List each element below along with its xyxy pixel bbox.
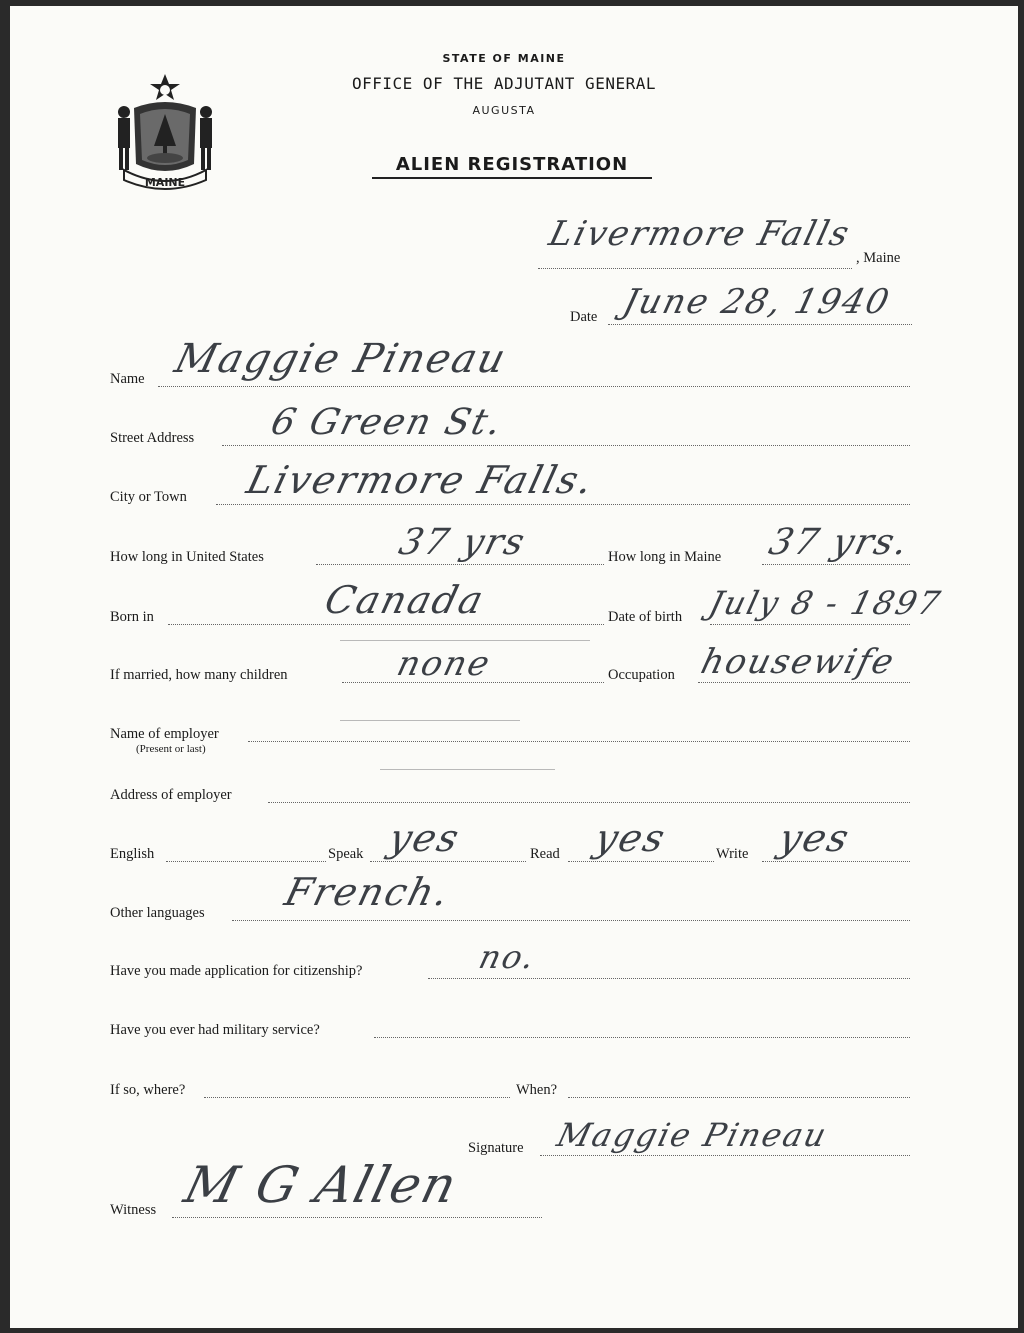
write-label: Write [716, 846, 749, 862]
occupation-line [698, 682, 910, 683]
street-line [222, 445, 910, 446]
military-label: Have you ever had military service? [110, 1022, 320, 1038]
write-value: yes [774, 816, 855, 860]
registration-form [10, 6, 1018, 1328]
employer-label: Name of employer [110, 726, 219, 742]
where-label: If so, where? [110, 1082, 186, 1098]
place-value: Livermore Falls [545, 214, 855, 254]
city-label: City or Town [110, 489, 187, 505]
pencil-mark [340, 640, 590, 641]
us-years-value: 37 yrs [394, 522, 531, 563]
form-title: ALIEN REGISTRATION [372, 154, 652, 179]
street-label: Street Address [110, 430, 195, 446]
name-value: Maggie Pineau [170, 336, 512, 382]
employer-sublabel: (Present or last) [136, 743, 206, 755]
date-value: June 28, 1940 [619, 282, 895, 322]
maine-years-label: How long in Maine [608, 549, 722, 565]
read-label: Read [530, 846, 560, 862]
employer-line [248, 741, 910, 742]
citizenship-value: no. [475, 938, 541, 976]
when-label: When? [516, 1082, 558, 1098]
when-line [568, 1097, 910, 1098]
pencil-mark [340, 720, 520, 721]
city-heading: AUGUSTA [472, 104, 536, 117]
signature-line [540, 1155, 910, 1156]
office-heading: OFFICE OF THE ADJUTANT GENERAL [352, 74, 656, 93]
maine-years-value: 37 yrs. [764, 522, 914, 563]
citizenship-line [428, 978, 910, 979]
seal-banner-text: MAINE [144, 176, 186, 189]
born-in-label: Born in [110, 609, 154, 625]
other-languages-line [232, 920, 910, 921]
us-years-line [316, 564, 604, 565]
born-in-value: Canada [320, 578, 490, 622]
other-languages-label: Other languages [110, 905, 205, 921]
dob-line [710, 624, 910, 625]
children-label: If married, how many children [110, 667, 288, 683]
date-label: Date [570, 309, 598, 325]
witness-line [172, 1217, 542, 1218]
read-value: yes [590, 816, 671, 860]
city-line [216, 504, 910, 505]
place-line [538, 268, 852, 269]
witness-value: M G Allen [178, 1156, 465, 1214]
state-heading: STATE OF MAINE [442, 52, 566, 65]
speak-line [370, 861, 526, 862]
military-line [374, 1037, 910, 1038]
citizenship-label: Have you made application for citizenship? [110, 963, 363, 979]
english-line [166, 861, 326, 862]
occupation-label: Occupation [608, 667, 675, 683]
maine-years-line [762, 564, 910, 565]
name-line [158, 386, 910, 387]
employer-address-label: Address of employer [110, 787, 232, 803]
witness-label: Witness [110, 1202, 157, 1218]
us-years-label: How long in United States [110, 549, 264, 565]
signature-label: Signature [468, 1140, 524, 1156]
write-line [762, 861, 910, 862]
speak-label: Speak [328, 846, 364, 862]
children-value: none [393, 644, 496, 684]
signature-value: Maggie Pineau [553, 1116, 832, 1154]
name-label: Name [110, 371, 145, 387]
street-value: 6 Green St. [266, 402, 508, 443]
speak-value: yes [384, 816, 465, 860]
read-line [568, 861, 714, 862]
dob-label: Date of birth [608, 609, 683, 625]
city-value: Livermore Falls. [242, 458, 599, 502]
place-suffix: , Maine [856, 250, 901, 266]
employer-address-line [268, 802, 910, 803]
where-line [204, 1097, 510, 1098]
occupation-value: housewife [697, 642, 900, 682]
born-in-line [168, 624, 604, 625]
pencil-mark [380, 769, 555, 770]
other-languages-value: French. [280, 870, 455, 914]
date-line [608, 324, 912, 325]
english-label: English [110, 846, 155, 862]
dob-value: July 8 - 1897 [705, 584, 946, 622]
